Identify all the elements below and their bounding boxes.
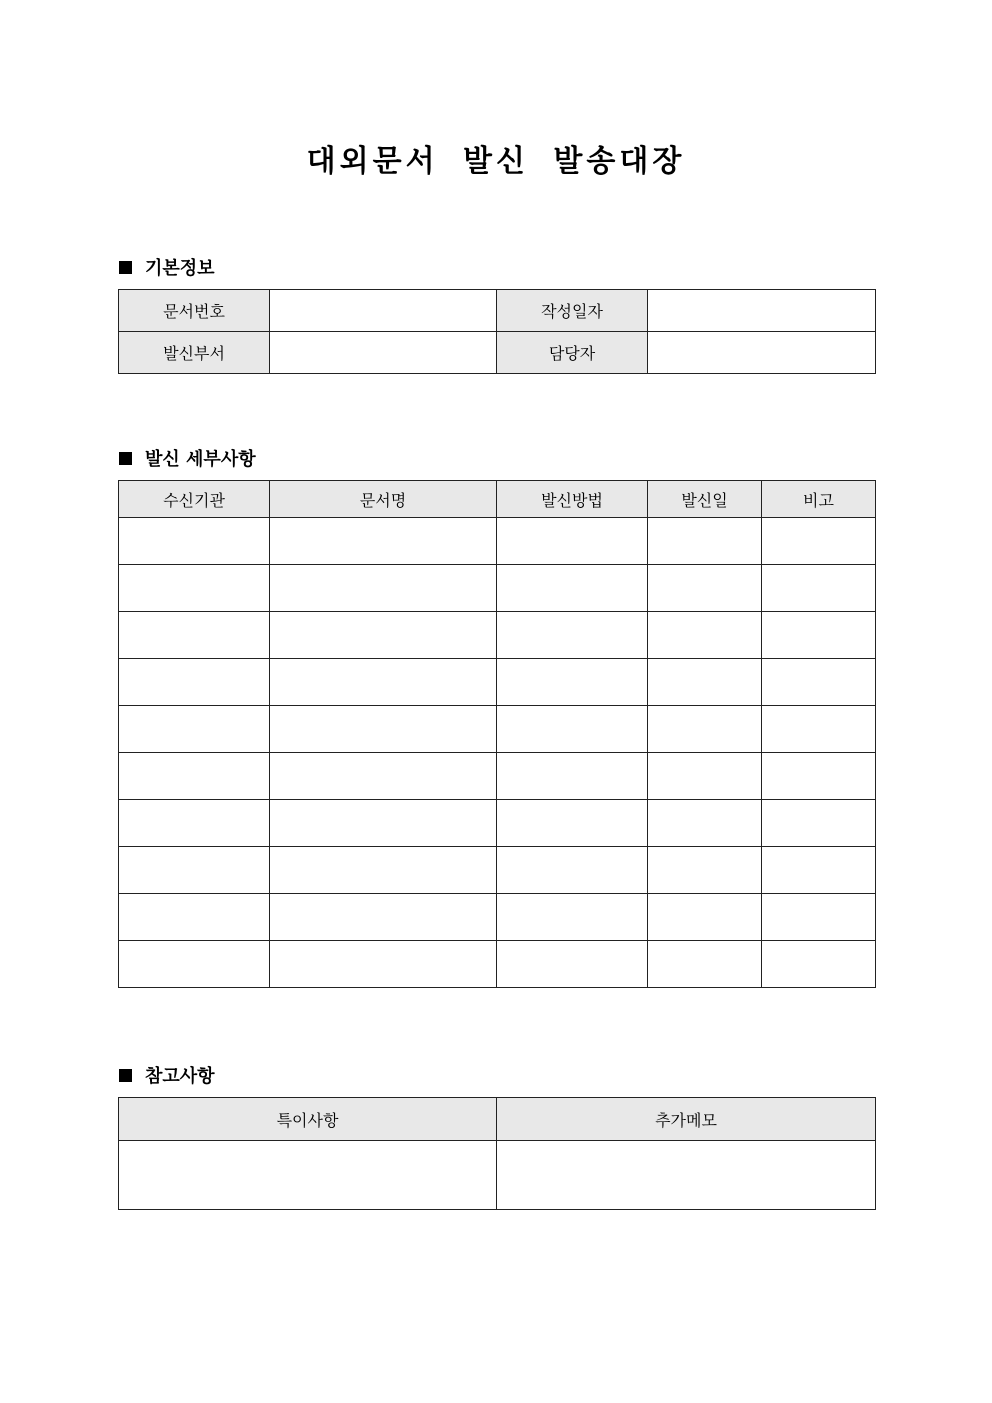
table-cell[interactable] xyxy=(648,894,762,941)
written-date-label: 작성일자 xyxy=(497,290,648,332)
table-row xyxy=(119,1141,876,1210)
table-cell[interactable] xyxy=(497,518,648,565)
column-header: 문서명 xyxy=(270,481,497,518)
table-cell[interactable] xyxy=(762,518,876,565)
basic-info-table xyxy=(118,289,876,374)
section-heading-label: 기본정보 xyxy=(145,258,215,279)
table-row xyxy=(119,941,876,988)
table-row xyxy=(119,706,876,753)
table-cell[interactable] xyxy=(648,941,762,988)
section-heading-notes xyxy=(119,1062,215,1088)
table-cell[interactable] xyxy=(648,565,762,612)
table-row xyxy=(119,753,876,800)
table-cell[interactable] xyxy=(119,894,270,941)
table-cell[interactable] xyxy=(119,941,270,988)
written-date-field[interactable] xyxy=(648,290,876,332)
table-cell[interactable] xyxy=(270,800,497,847)
table-cell[interactable] xyxy=(648,800,762,847)
table-cell[interactable] xyxy=(497,894,648,941)
table-row xyxy=(119,894,876,941)
table-cell[interactable] xyxy=(497,941,648,988)
table-row xyxy=(119,332,876,374)
table-cell[interactable] xyxy=(762,800,876,847)
column-header: 수신기관 xyxy=(119,481,270,518)
table-row xyxy=(119,518,876,565)
table-cell[interactable] xyxy=(119,800,270,847)
table-cell[interactable] xyxy=(270,847,497,894)
table-row xyxy=(119,659,876,706)
table-cell[interactable] xyxy=(497,847,648,894)
table-cell[interactable] xyxy=(762,659,876,706)
table-cell[interactable] xyxy=(497,753,648,800)
doc-number-field[interactable] xyxy=(270,290,497,332)
table-cell[interactable] xyxy=(270,518,497,565)
table-cell[interactable] xyxy=(270,565,497,612)
table-cell[interactable] xyxy=(648,753,762,800)
table-cell[interactable] xyxy=(648,706,762,753)
square-bullet-icon xyxy=(119,1069,132,1082)
table-cell[interactable] xyxy=(270,941,497,988)
table-row xyxy=(119,847,876,894)
doc-number-label: 문서번호 xyxy=(119,290,270,332)
table-cell[interactable] xyxy=(648,847,762,894)
table-cell[interactable] xyxy=(648,659,762,706)
table-row xyxy=(119,800,876,847)
section-heading-detail xyxy=(119,445,256,471)
table-cell[interactable] xyxy=(497,659,648,706)
table-cell[interactable] xyxy=(119,753,270,800)
table-cell[interactable] xyxy=(497,565,648,612)
table-cell[interactable] xyxy=(119,847,270,894)
table-cell[interactable] xyxy=(762,612,876,659)
table-cell[interactable] xyxy=(270,612,497,659)
table-cell[interactable] xyxy=(119,612,270,659)
table-cell[interactable] xyxy=(762,894,876,941)
table-cell[interactable] xyxy=(119,565,270,612)
table-cell[interactable] xyxy=(270,753,497,800)
column-header: 특이사항 xyxy=(119,1098,497,1141)
table-cell[interactable] xyxy=(648,518,762,565)
table-cell[interactable] xyxy=(762,941,876,988)
additional-memo-field[interactable] xyxy=(497,1141,876,1210)
section-heading-basic xyxy=(119,254,215,280)
manager-field[interactable] xyxy=(648,332,876,374)
table-cell[interactable] xyxy=(497,612,648,659)
column-header: 발신방법 xyxy=(497,481,648,518)
table-cell[interactable] xyxy=(119,518,270,565)
page-title: 대외문서 발신 발송대장 xyxy=(306,144,686,179)
detail-table xyxy=(118,480,876,988)
table-cell[interactable] xyxy=(270,706,497,753)
table-row xyxy=(119,612,876,659)
table-header-row xyxy=(119,1098,876,1141)
table-cell[interactable] xyxy=(762,847,876,894)
section-heading-label: 발신 세부사항 xyxy=(145,449,256,470)
table-cell[interactable] xyxy=(270,659,497,706)
section-heading-label: 참고사항 xyxy=(145,1066,215,1087)
notes-table xyxy=(118,1097,876,1210)
sending-dept-label: 발신부서 xyxy=(119,332,270,374)
table-cell[interactable] xyxy=(119,706,270,753)
special-notes-field[interactable] xyxy=(119,1141,497,1210)
column-header: 발신일 xyxy=(648,481,762,518)
table-cell[interactable] xyxy=(762,753,876,800)
table-row xyxy=(119,565,876,612)
table-cell[interactable] xyxy=(497,800,648,847)
column-header: 비고 xyxy=(762,481,876,518)
square-bullet-icon xyxy=(119,452,132,465)
table-cell[interactable] xyxy=(119,659,270,706)
square-bullet-icon xyxy=(119,261,132,274)
table-cell[interactable] xyxy=(648,612,762,659)
table-header-row xyxy=(119,481,876,518)
sending-dept-field[interactable] xyxy=(270,332,497,374)
table-cell[interactable] xyxy=(762,565,876,612)
table-cell[interactable] xyxy=(497,706,648,753)
table-row xyxy=(119,290,876,332)
column-header: 추가메모 xyxy=(497,1098,876,1141)
manager-label: 담당자 xyxy=(497,332,648,374)
table-cell[interactable] xyxy=(270,894,497,941)
table-cell[interactable] xyxy=(762,706,876,753)
